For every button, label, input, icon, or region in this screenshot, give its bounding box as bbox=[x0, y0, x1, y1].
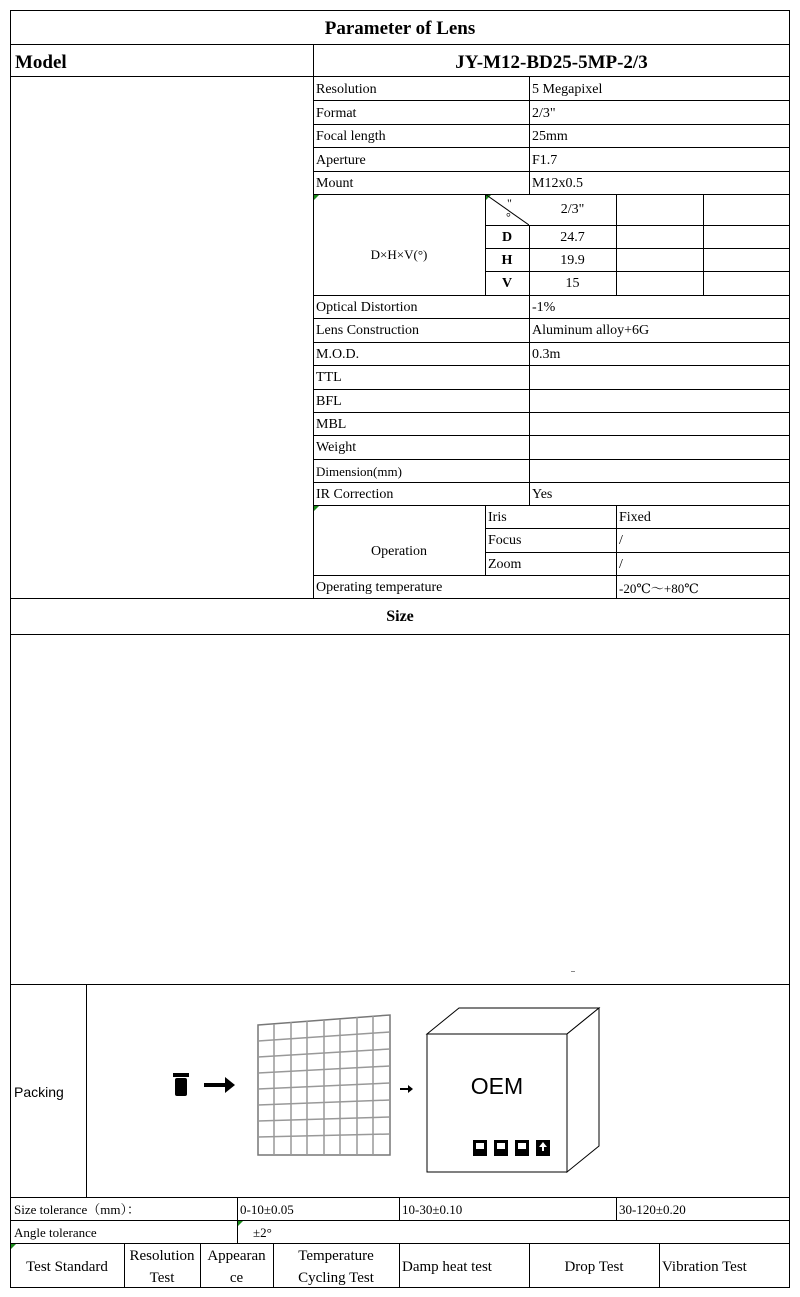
operation-zoom-value: / bbox=[619, 557, 623, 572]
param-value-optical-distortion: -1% bbox=[532, 300, 556, 315]
resolution-test-line1: Resolution bbox=[129, 1248, 195, 1264]
param-label-mod: M.O.D. bbox=[316, 347, 360, 362]
operation-focus-value: / bbox=[619, 533, 623, 548]
fov-value-v: 15 bbox=[565, 276, 580, 291]
param-value-mount: M12x0.5 bbox=[532, 176, 583, 191]
param-value-mod: 0.3m bbox=[532, 347, 561, 362]
param-label-mbl: MBL bbox=[316, 417, 347, 432]
param-value-format: 2/3" bbox=[532, 106, 556, 121]
temperature-cycling-test-line1: Temperature bbox=[298, 1248, 374, 1264]
param-value-focal-length: 25mm bbox=[532, 129, 568, 144]
test-standard-label: Test Standard bbox=[26, 1259, 108, 1275]
operating-temperature-label: Operating temperature bbox=[316, 580, 443, 595]
operation-zoom-label: Zoom bbox=[488, 557, 522, 572]
param-label-resolution: Resolution bbox=[316, 82, 377, 97]
operating-temperature-value: -20℃～+80℃ bbox=[619, 581, 699, 596]
angle-tolerance-value: ±2° bbox=[253, 1225, 272, 1240]
size-tolerance-label: Size tolerance（mm）： bbox=[14, 1202, 140, 1217]
fov-format: 2/3" bbox=[560, 202, 585, 217]
cell-marker bbox=[314, 506, 319, 511]
param-label-aperture: Aperture bbox=[316, 153, 366, 168]
param-label-dimension: Dimension(mm) bbox=[316, 464, 402, 479]
vibration-test-label: Vibration Test bbox=[662, 1259, 747, 1275]
param-value-aperture: F1.7 bbox=[532, 153, 558, 168]
operation-iris-value: Fixed bbox=[619, 510, 651, 525]
fov-corner-bottom: ° bbox=[506, 210, 511, 224]
resolution-test-line2: Test bbox=[149, 1270, 175, 1286]
param-label-ttl: TTL bbox=[316, 370, 342, 385]
fov-corner-top: " bbox=[507, 196, 512, 210]
size-tolerance-range-2: 10-30±0.10 bbox=[402, 1202, 463, 1217]
damp-heat-test-label: Damp heat test bbox=[402, 1259, 492, 1275]
appearance-test-line2: ce bbox=[229, 1270, 244, 1286]
cell-marker bbox=[11, 1244, 16, 1249]
size-tolerance-range-3: 30-120±0.20 bbox=[619, 1202, 686, 1217]
param-label-mount: Mount bbox=[316, 176, 354, 191]
operation-label: Operation bbox=[371, 544, 427, 559]
size-tolerance-range-1: 0-10±0.05 bbox=[240, 1202, 294, 1217]
fov-axis-d: D bbox=[501, 230, 513, 245]
packing-label: Packing bbox=[14, 1084, 64, 1100]
fov-value-h: 19.9 bbox=[560, 253, 585, 268]
angle-tolerance-label: Angle tolerance bbox=[14, 1225, 97, 1240]
oem-box-label: OEM bbox=[470, 1073, 524, 1099]
fov-value-d: 24.7 bbox=[560, 230, 585, 245]
document-title: Parameter of Lens bbox=[324, 18, 476, 39]
temperature-cycling-test-line2: Cycling Test bbox=[298, 1270, 374, 1286]
param-label-bfl: BFL bbox=[316, 394, 342, 409]
param-label-optical-distortion: Optical Distortion bbox=[316, 300, 418, 315]
operation-focus-label: Focus bbox=[488, 533, 522, 548]
size-section-header: Size bbox=[386, 608, 414, 625]
operation-iris-label: Iris bbox=[488, 510, 507, 525]
cell-marker bbox=[238, 1221, 243, 1226]
param-label-weight: Weight bbox=[316, 440, 357, 455]
param-label-lens-construction: Lens Construction bbox=[316, 323, 420, 338]
fov-axis-v: V bbox=[501, 276, 513, 291]
lens-icon bbox=[173, 1073, 189, 1096]
packing-tray-icon bbox=[258, 1015, 390, 1155]
param-value-resolution: 5 Megapixel bbox=[532, 82, 603, 97]
fov-label: D×H×V(°) bbox=[370, 247, 428, 262]
param-label-ir-correction: IR Correction bbox=[316, 487, 394, 502]
param-value-lens-construction: Aluminum alloy+6G bbox=[532, 323, 650, 338]
model-label: Model bbox=[15, 52, 67, 73]
drop-test-label: Drop Test bbox=[564, 1259, 624, 1275]
drawing-mark bbox=[571, 971, 575, 972]
model-value: JY-M12-BD25-5MP-2/3 bbox=[455, 52, 648, 73]
param-label-format: Format bbox=[316, 106, 357, 121]
param-label-focal-length: Focal length bbox=[316, 129, 386, 144]
fov-axis-h: H bbox=[501, 253, 513, 268]
appearance-test-line1: Appearan bbox=[207, 1248, 266, 1264]
arrow-right-icon bbox=[204, 1077, 235, 1093]
cell-marker bbox=[314, 195, 319, 200]
param-value-ir-correction: Yes bbox=[532, 487, 553, 502]
arrow-right-icon bbox=[400, 1085, 413, 1093]
